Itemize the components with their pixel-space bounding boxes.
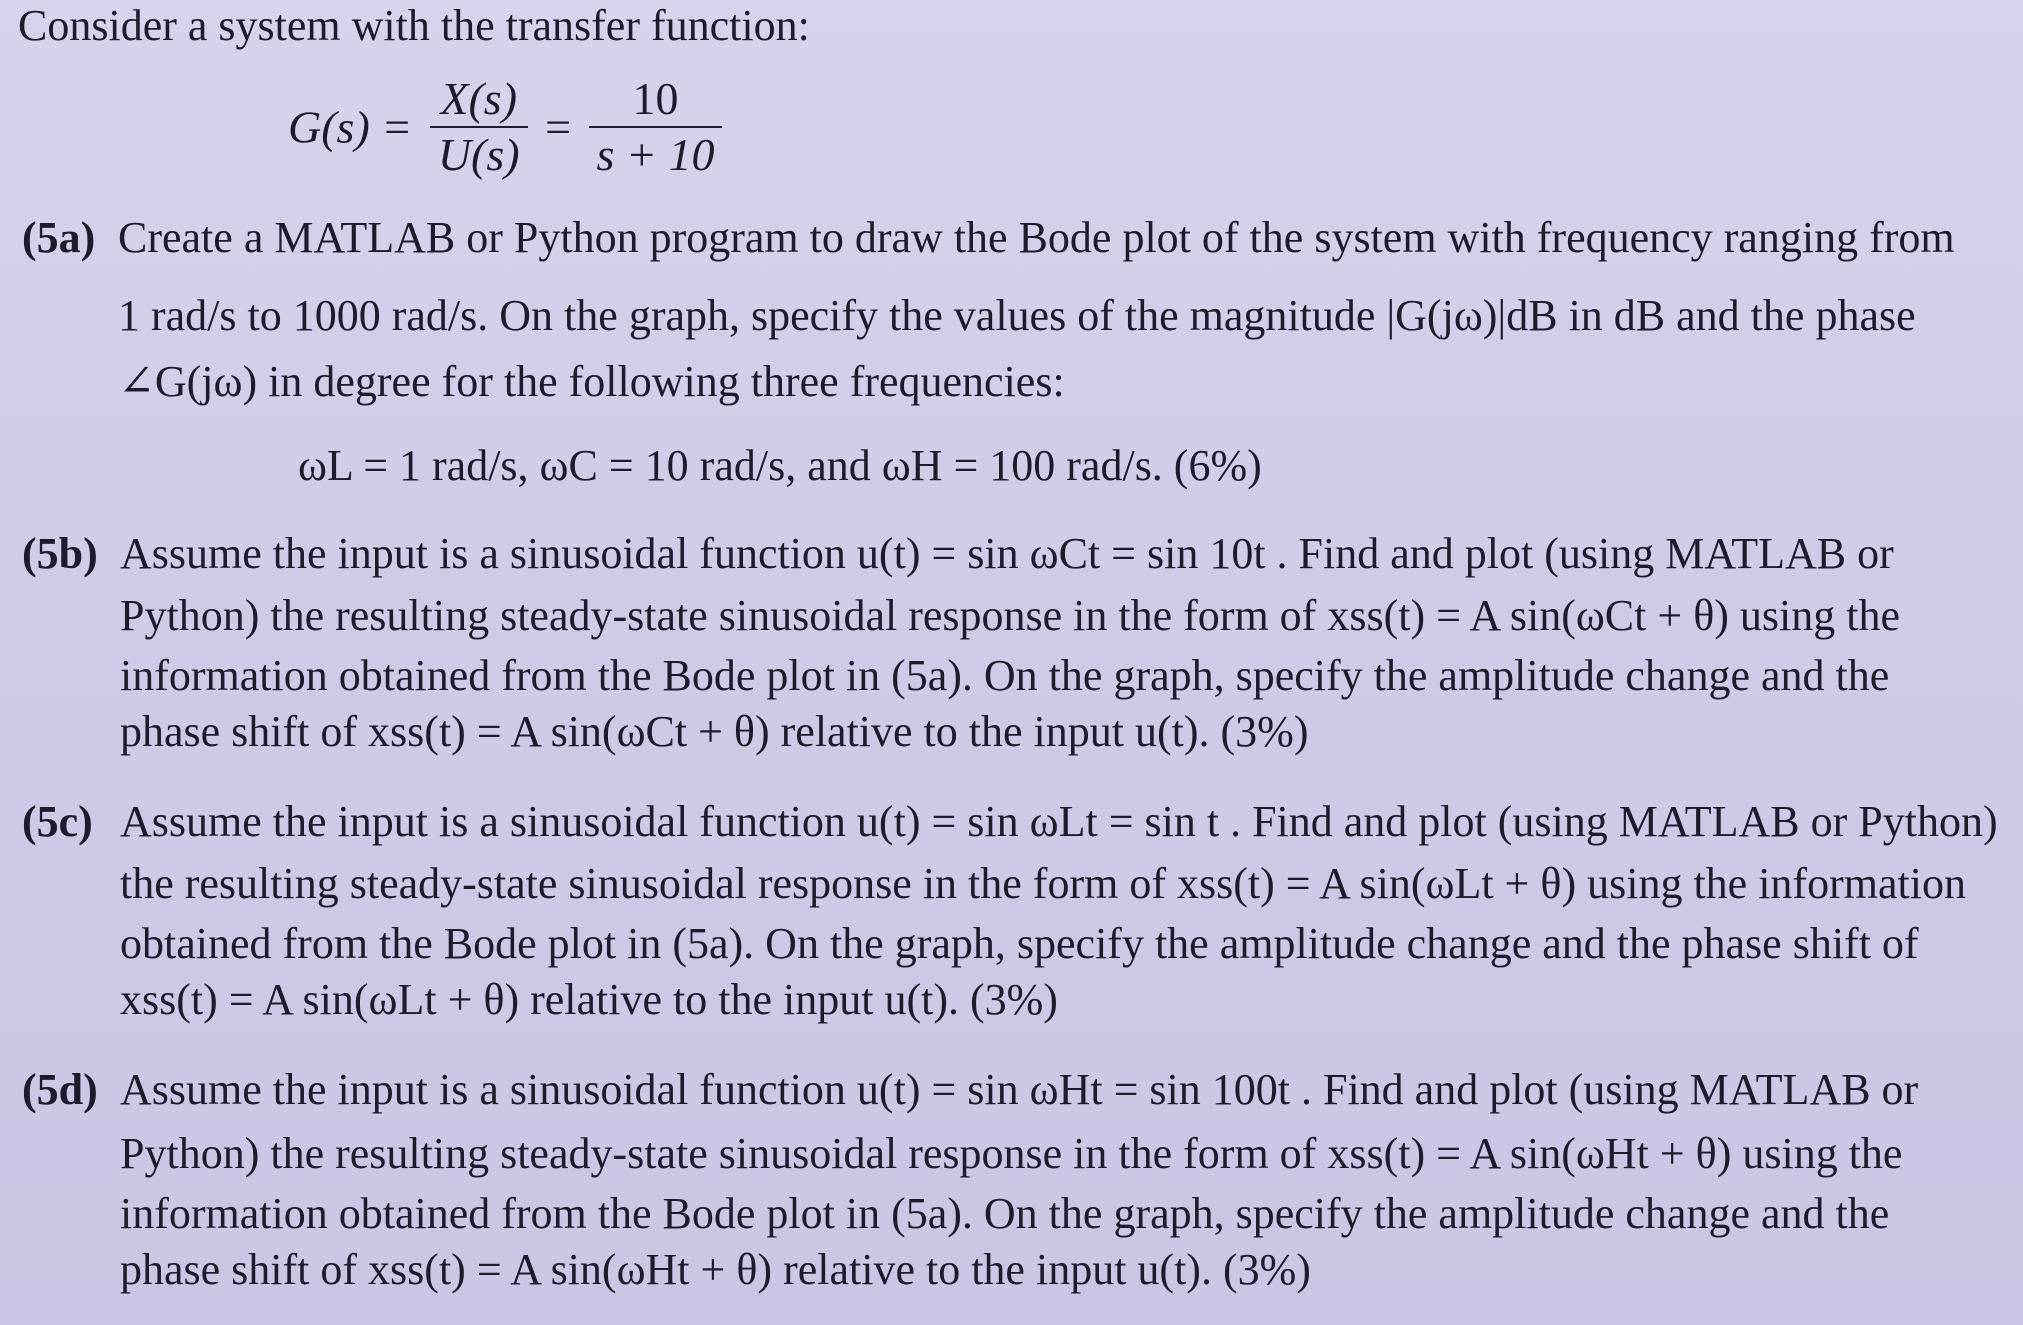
frac1-denominator: U(s) [437,129,520,180]
part-5a-line3: ∠G(jω) in degree for the following three frequencies: [118,357,1065,406]
part-5b-label: (5b) [22,529,98,578]
part-5d-line4: phase shift of xss(t) = A sin(ωHt + θ) relative to the input u(t). (3%) [120,1245,1311,1294]
transfer-function-equation [288,72,728,182]
part-5c-line1: Assume the input is a sinusoidal function u(t) = sin ωLt = sin t . Find and plot (using MATLAB or Python) [120,797,1998,846]
part-5c-line3: obtained from the Bode plot in (5a). On the graph, specify the amplitude change and the phase shift of [120,919,1919,968]
part-5d-label: (5d) [22,1065,98,1114]
frac1-numerator: X(s) [430,72,528,128]
part-5b-line2: Python) the resulting steady-state sinusoidal response in the form of xss(t) = A sin(ωCt + θ) using the [120,591,1901,640]
part-5b-line1: Assume the input is a sinusoidal function u(t) = sin ωCt = sin 10t . Find and plot (using MATLAB or [120,529,1894,578]
transfer-equals: = [545,101,572,153]
part-5a-line2: 1 rad/s to 1000 rad/s. On the graph, specify the values of the magnitude |G(jω)|dB in dB and the phase [118,291,1916,340]
transfer-fraction-value [589,72,723,182]
part-5d-line2: Python) the resulting steady-state sinusoidal response in the form of xss(t) = A sin(ωHt + θ) using the [120,1129,1903,1178]
intro-text: Consider a system with the transfer function: [18,1,810,50]
transfer-lhs: G(s) = [288,101,413,153]
part-5c-line2: the resulting steady-state sinusoidal response in the form of xss(t) = A sin(ωLt + θ) using the information [120,859,1966,908]
part-5d-line1: Assume the input is a sinusoidal function u(t) = sin ωHt = sin 100t . Find and plot (using MATLAB or [120,1065,1919,1114]
transfer-fraction-xu [430,72,528,182]
part-5b-line4: phase shift of xss(t) = A sin(ωCt + θ) relative to the input u(t). (3%) [120,707,1309,756]
part-5a-frequencies: ωL = 1 rad/s, ωC = 10 rad/s, and ωH = 100 rad/s. (6%) [298,441,1262,490]
frac2-numerator: 10 [589,72,723,128]
part-5c-line4: xss(t) = A sin(ωLt + θ) relative to the input u(t). (3%) [120,975,1058,1024]
part-5b-line3: information obtained from the Bode plot in (5a). On the graph, specify the amplitude change and the [120,651,1890,700]
part-5d-line3: information obtained from the Bode plot in (5a). On the graph, specify the amplitude change and the [120,1189,1890,1238]
frac2-denominator: s + 10 [596,129,715,180]
part-5a-label: (5a) [22,213,96,262]
part-5c-label: (5c) [22,797,93,846]
part-5a-line1: Create a MATLAB or Python program to draw the Bode plot of the system with frequency ranging from [118,213,1955,262]
